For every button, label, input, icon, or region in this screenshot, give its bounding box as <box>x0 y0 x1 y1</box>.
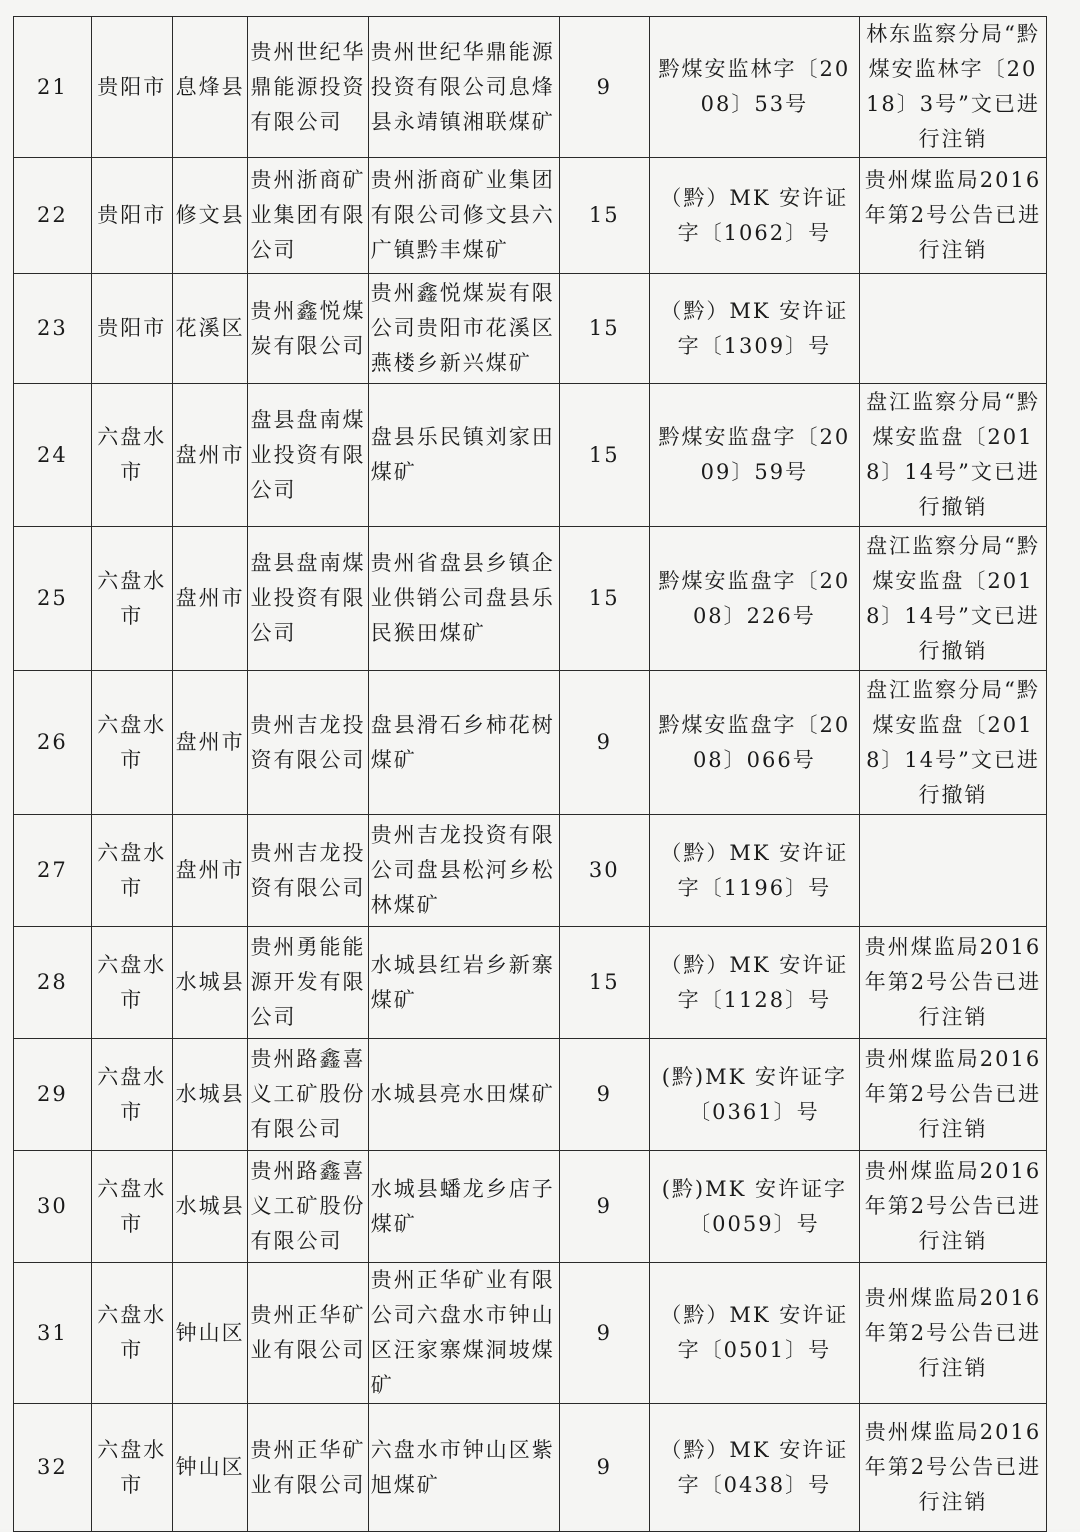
row-number: 26 <box>14 671 92 815</box>
city-cell: 六盘水市 <box>91 1151 172 1263</box>
city-cell: 贵阳市 <box>91 274 172 384</box>
scale-cell: 9 <box>559 1404 649 1532</box>
table-row <box>14 17 1047 158</box>
mine-name-cell: 盘县乐民镇刘家田煤矿 <box>368 384 559 527</box>
table-row <box>14 527 1047 671</box>
mine-name-cell: 六盘水市钟山区紫旭煤矿 <box>368 1404 559 1532</box>
license-cell: （黔）MK 安许证字〔1062〕号 <box>649 158 859 274</box>
table-row <box>14 671 1047 815</box>
row-number: 24 <box>14 384 92 527</box>
table-row <box>14 1151 1047 1263</box>
row-number: 29 <box>14 1039 92 1151</box>
mine-name-cell: 水城县蟠龙乡店子煤矿 <box>368 1151 559 1263</box>
remark-cell: 贵州煤监局2016年第2号公告已进行注销 <box>859 158 1046 274</box>
license-cell: （黔）MK 安许证字〔1309〕号 <box>649 274 859 384</box>
license-cell: (黔)MK 安许证字〔0361〕号 <box>649 1039 859 1151</box>
company-cell: 盘县盘南煤业投资有限公司 <box>248 384 368 527</box>
license-cell: 黔煤安监盘字〔2009〕59号 <box>649 384 859 527</box>
scale-cell: 15 <box>559 384 649 527</box>
county-cell: 水城县 <box>172 927 248 1039</box>
remark-cell: 林东监察分局“黔煤安监林字〔2018〕3号”文已进行注销 <box>859 17 1046 158</box>
license-cell: （黔）MK 安许证字〔0438〕号 <box>649 1404 859 1532</box>
license-cell: 黔煤安监盘字〔2008〕066号 <box>649 671 859 815</box>
scale-cell: 15 <box>559 527 649 671</box>
mine-name-cell: 贵州浙商矿业集团有限公司修文县六广镇黔丰煤矿 <box>368 158 559 274</box>
scale-cell: 15 <box>559 274 649 384</box>
remark-cell: 贵州煤监局2016年第2号公告已进行注销 <box>859 1151 1046 1263</box>
county-cell: 盘州市 <box>172 384 248 527</box>
county-cell: 息烽县 <box>172 17 248 158</box>
mine-name-cell: 贵州世纪华鼎能源投资有限公司息烽县永靖镇湘联煤矿 <box>368 17 559 158</box>
license-cell: （黔）MK 安许证字〔0501〕号 <box>649 1263 859 1404</box>
table-row <box>14 158 1047 274</box>
mine-name-cell: 贵州鑫悦煤炭有限公司贵阳市花溪区燕楼乡新兴煤矿 <box>368 274 559 384</box>
row-number: 25 <box>14 527 92 671</box>
license-cell: (黔)MK 安许证字〔0059〕号 <box>649 1151 859 1263</box>
row-number: 30 <box>14 1151 92 1263</box>
table-row <box>14 274 1047 384</box>
company-cell: 贵州勇能能源开发有限公司 <box>248 927 368 1039</box>
mine-name-cell: 贵州省盘县乡镇企业供销公司盘县乐民猴田煤矿 <box>368 527 559 671</box>
remark-cell: 贵州煤监局2016年第2号公告已进行注销 <box>859 1263 1046 1404</box>
license-cell: （黔）MK 安许证字〔1128〕号 <box>649 927 859 1039</box>
coal-mine-table <box>13 16 1047 1532</box>
table-row <box>14 927 1047 1039</box>
county-cell: 盘州市 <box>172 815 248 927</box>
county-cell: 水城县 <box>172 1039 248 1151</box>
county-cell: 花溪区 <box>172 274 248 384</box>
row-number: 21 <box>14 17 92 158</box>
city-cell: 贵阳市 <box>91 17 172 158</box>
mine-name-cell: 贵州吉龙投资有限公司盘县松河乡松林煤矿 <box>368 815 559 927</box>
county-cell: 修文县 <box>172 158 248 274</box>
city-cell: 六盘水市 <box>91 384 172 527</box>
company-cell: 贵州路鑫喜义工矿股份有限公司 <box>248 1039 368 1151</box>
city-cell: 六盘水市 <box>91 815 172 927</box>
row-number: 28 <box>14 927 92 1039</box>
city-cell: 六盘水市 <box>91 1039 172 1151</box>
company-cell: 贵州正华矿业有限公司 <box>248 1263 368 1404</box>
license-cell: 黔煤安监林字〔2008〕53号 <box>649 17 859 158</box>
scale-cell: 9 <box>559 1039 649 1151</box>
city-cell: 六盘水市 <box>91 927 172 1039</box>
county-cell: 水城县 <box>172 1151 248 1263</box>
row-number: 32 <box>14 1404 92 1532</box>
row-number: 23 <box>14 274 92 384</box>
scale-cell: 9 <box>559 17 649 158</box>
company-cell: 贵州正华矿业有限公司 <box>248 1404 368 1532</box>
table-row <box>14 1039 1047 1151</box>
remark-cell: 贵州煤监局2016年第2号公告已进行注销 <box>859 927 1046 1039</box>
remark-cell: 贵州煤监局2016年第2号公告已进行注销 <box>859 1404 1046 1532</box>
company-cell: 盘县盘南煤业投资有限公司 <box>248 527 368 671</box>
remark-cell: 盘江监察分局“黔煤安监盘〔2018〕14号”文已进行撤销 <box>859 671 1046 815</box>
city-cell: 六盘水市 <box>91 1404 172 1532</box>
mine-name-cell: 贵州正华矿业有限公司六盘水市钟山区汪家寨煤洞坡煤矿 <box>368 1263 559 1404</box>
row-number: 22 <box>14 158 92 274</box>
city-cell: 六盘水市 <box>91 527 172 671</box>
county-cell: 盘州市 <box>172 671 248 815</box>
scale-cell: 30 <box>559 815 649 927</box>
scale-cell: 9 <box>559 1151 649 1263</box>
mine-name-cell: 盘县滑石乡柿花树煤矿 <box>368 671 559 815</box>
county-cell: 盘州市 <box>172 527 248 671</box>
remark-cell <box>859 274 1046 384</box>
remark-cell: 盘江监察分局“黔煤安监盘〔2018〕14号”文已进行撤销 <box>859 384 1046 527</box>
mine-name-cell: 水城县红岩乡新寨煤矿 <box>368 927 559 1039</box>
row-number: 27 <box>14 815 92 927</box>
mine-name-cell: 水城县亮水田煤矿 <box>368 1039 559 1151</box>
scale-cell: 15 <box>559 158 649 274</box>
scale-cell: 9 <box>559 671 649 815</box>
table-row <box>14 384 1047 527</box>
license-cell: （黔）MK 安许证字〔1196〕号 <box>649 815 859 927</box>
table-row <box>14 1263 1047 1404</box>
table-row <box>14 815 1047 927</box>
table-row <box>14 1404 1047 1532</box>
county-cell: 钟山区 <box>172 1404 248 1532</box>
county-cell: 钟山区 <box>172 1263 248 1404</box>
company-cell: 贵州鑫悦煤炭有限公司 <box>248 274 368 384</box>
company-cell: 贵州吉龙投资有限公司 <box>248 671 368 815</box>
city-cell: 贵阳市 <box>91 158 172 274</box>
company-cell: 贵州世纪华鼎能源投资有限公司 <box>248 17 368 158</box>
remark-cell <box>859 815 1046 927</box>
scale-cell: 15 <box>559 927 649 1039</box>
remark-cell: 贵州煤监局2016年第2号公告已进行注销 <box>859 1039 1046 1151</box>
company-cell: 贵州路鑫喜义工矿股份有限公司 <box>248 1151 368 1263</box>
scale-cell: 9 <box>559 1263 649 1404</box>
row-number: 31 <box>14 1263 92 1404</box>
remark-cell: 盘江监察分局“黔煤安监盘〔2018〕14号”文已进行撤销 <box>859 527 1046 671</box>
city-cell: 六盘水市 <box>91 1263 172 1404</box>
table-body <box>14 17 1047 1532</box>
license-cell: 黔煤安监盘字〔2008〕226号 <box>649 527 859 671</box>
company-cell: 贵州浙商矿业集团有限公司 <box>248 158 368 274</box>
company-cell: 贵州吉龙投资有限公司 <box>248 815 368 927</box>
city-cell: 六盘水市 <box>91 671 172 815</box>
